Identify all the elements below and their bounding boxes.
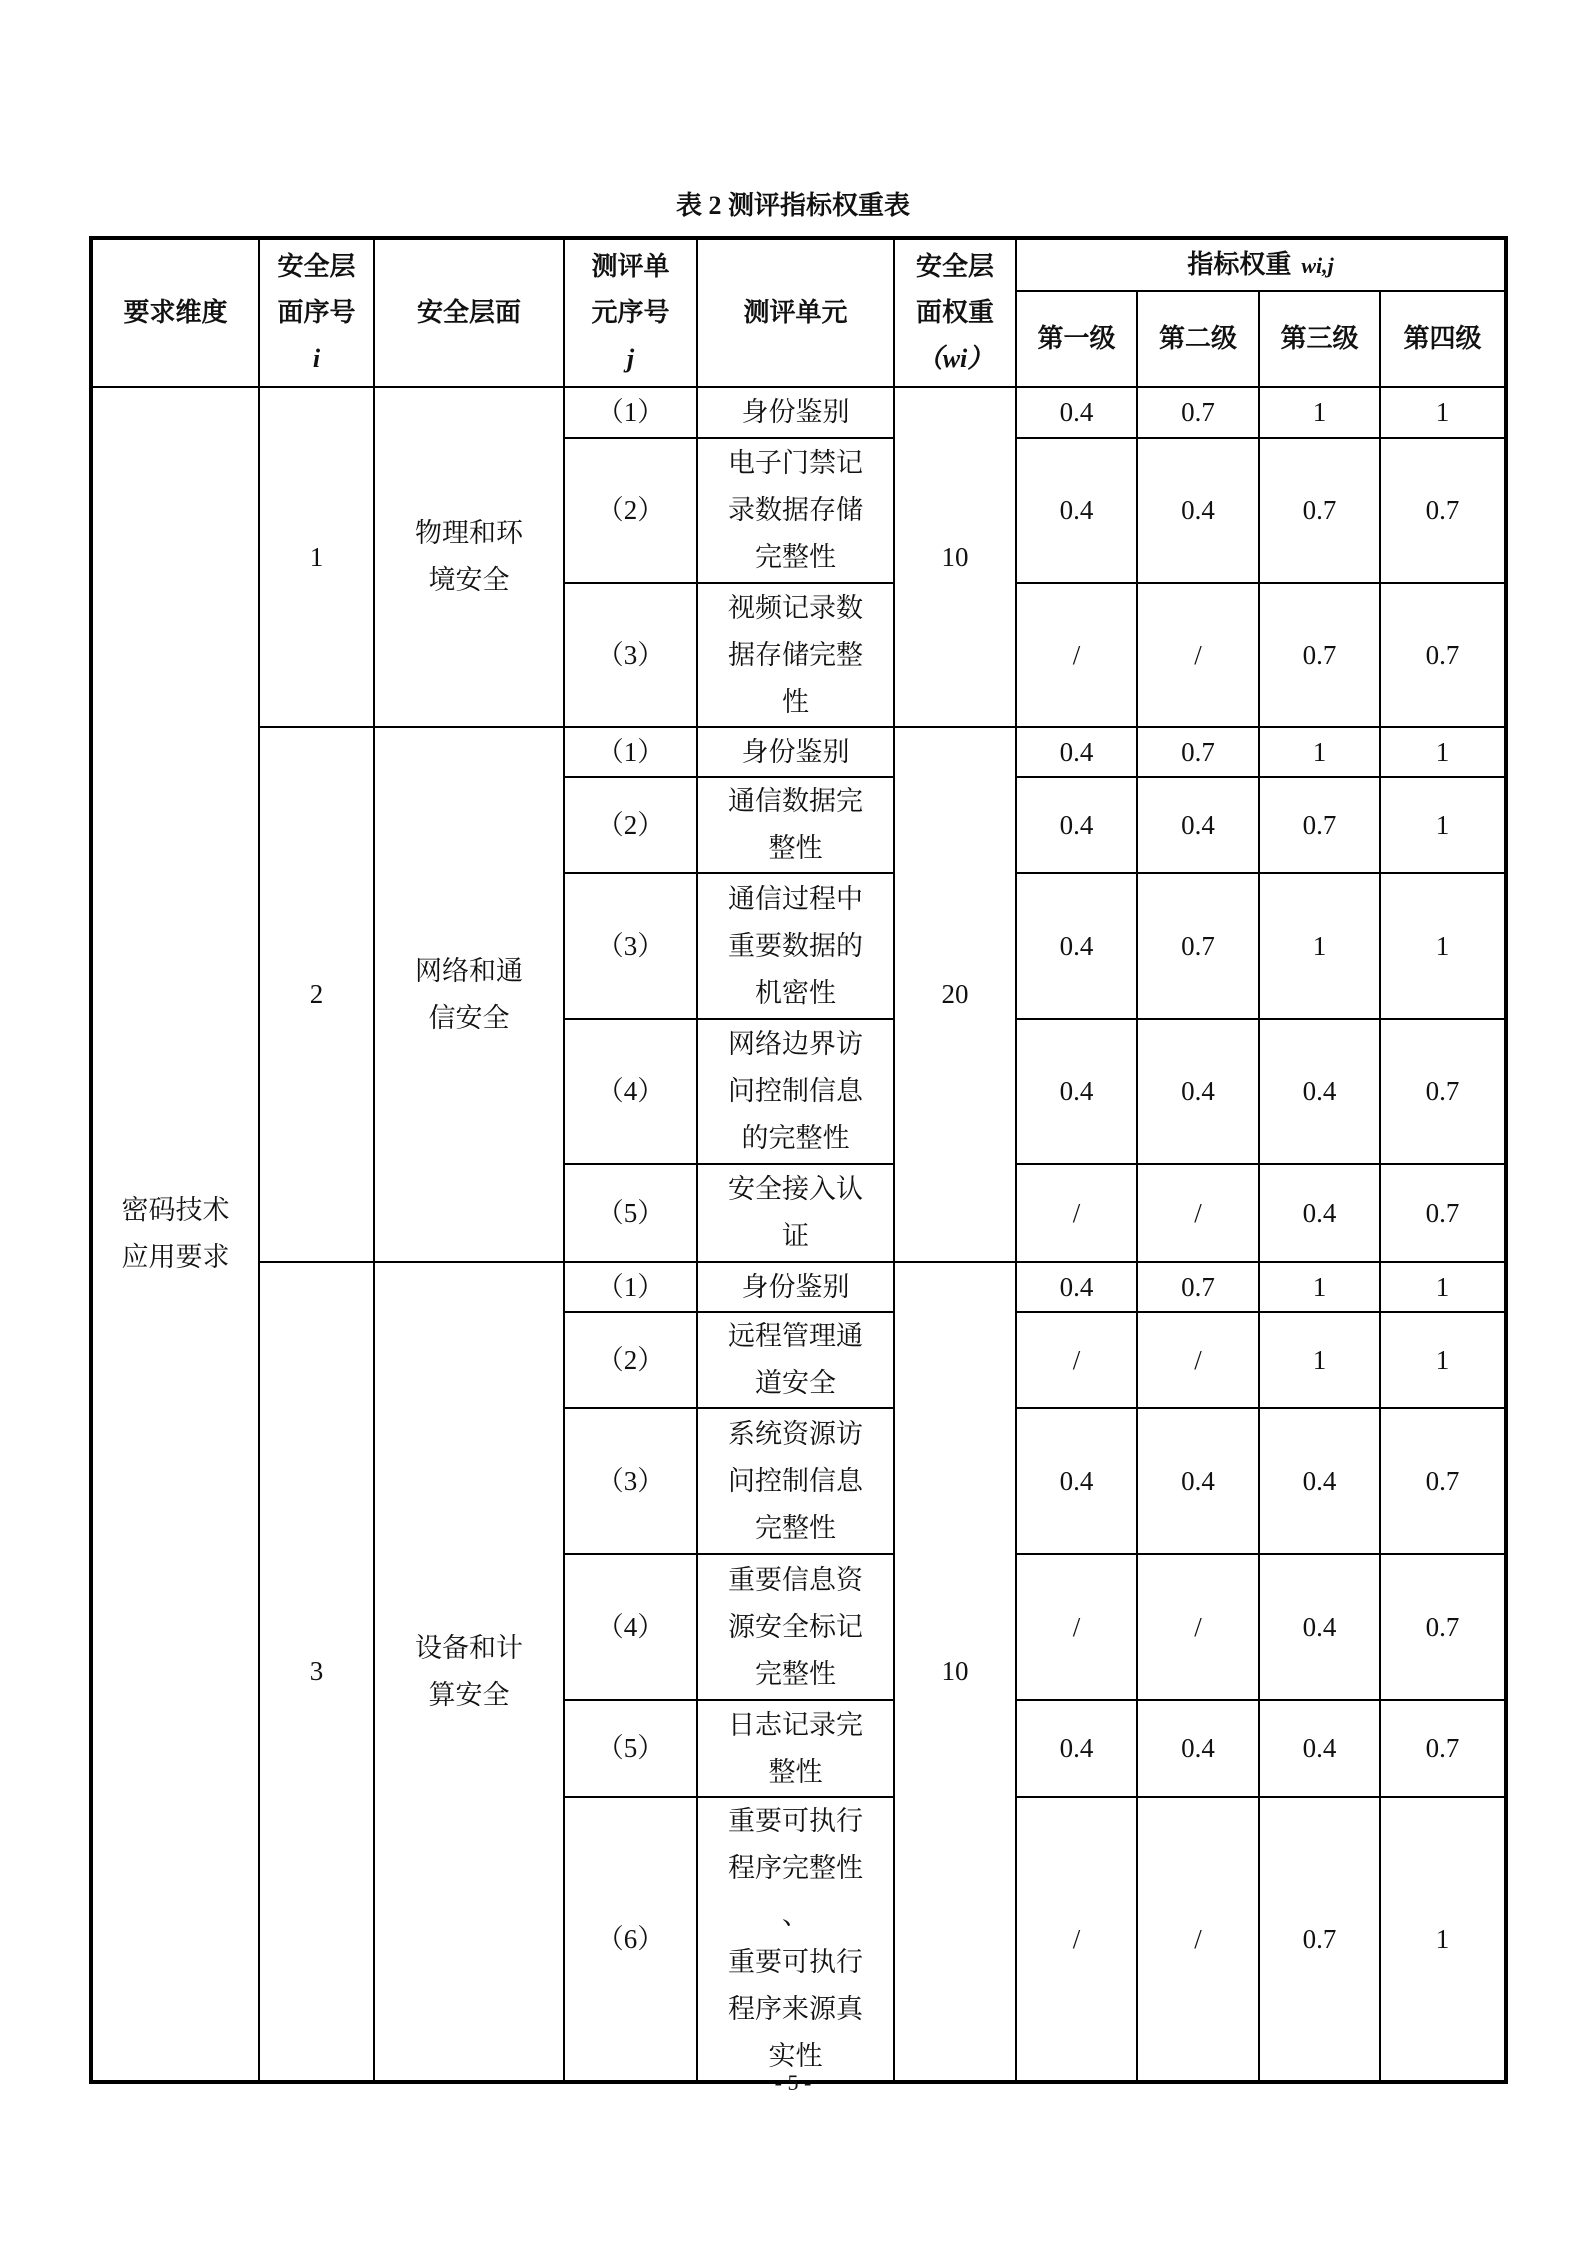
dimension-cell [91, 387, 259, 2082]
weight-level-3-cell-text: 0.7 [1302, 639, 1337, 670]
weight-level-1-cell [1016, 873, 1137, 1019]
unit-no-cell [564, 1019, 697, 1164]
weight-level-4-cell-text: 1 [1435, 1344, 1450, 1375]
header-dimension: 要求维度 [91, 238, 259, 387]
unit-no-cell-text: （1） [596, 1271, 665, 1302]
unit-no-cell [564, 1262, 697, 1312]
weight-level-4-cell [1380, 1312, 1506, 1408]
weight-level-1-cell-text: 0.4 [1059, 397, 1094, 427]
unit-name-cell-text: 重要可执行 程序完整性、 重要可执行 程序来源真 实性 [728, 1806, 863, 2071]
dimension-cell-text: 密码技术应用要求 [121, 1195, 230, 1272]
unit-no-cell [564, 1797, 697, 2082]
weight-level-1-cell [1016, 387, 1137, 438]
weight-level-2-cell-text: 0.4 [1181, 1076, 1215, 1106]
weight-level-1-cell-text: 0.4 [1059, 1076, 1094, 1106]
unit-name-cell [697, 438, 894, 583]
weight-level-1-cell-text: 0.4 [1059, 809, 1094, 840]
header-layer-weight [894, 238, 1016, 387]
weight-level-2-cell [1137, 1797, 1259, 2082]
unit-no-cell [564, 873, 697, 1019]
weight-level-2-cell [1137, 873, 1259, 1019]
weight-level-1-cell-text: 0.4 [1059, 495, 1094, 525]
header-layer-no-var: i [312, 344, 321, 373]
weight-level-2-cell-text: 0.7 [1181, 1271, 1215, 1302]
weight-level-2-cell [1137, 1262, 1259, 1312]
weight-level-2-cell [1137, 1164, 1259, 1262]
layer-weight-cell-text: 20 [941, 979, 969, 1009]
page-number: - 5 - [774, 2070, 812, 2095]
weight-level-4-cell [1380, 1554, 1506, 1700]
weight-level-3-cell-text: 0.4 [1302, 1076, 1337, 1106]
weight-level-4-cell-text: 1 [1435, 1271, 1450, 1302]
weight-level-4-cell-text: 0.7 [1425, 1076, 1460, 1106]
unit-name-cell [697, 1554, 894, 1700]
header-unit-no-var: j [626, 344, 635, 373]
weight-level-1-cell [1016, 583, 1137, 727]
weight-level-3-cell [1259, 1797, 1380, 2082]
weight-level-4-cell [1380, 438, 1506, 583]
header-level-2: 第二级 [1137, 291, 1259, 387]
unit-name-cell-text: 网络边界访问控制信息的完整性 [728, 1029, 863, 1153]
header-index-weight-label: 指标权重 [1187, 249, 1292, 279]
unit-name-cell [697, 1700, 894, 1797]
weight-level-1-cell-text: 0.4 [1059, 930, 1094, 961]
weight-level-2-cell-text: / [1194, 1197, 1202, 1228]
weight-level-3-cell-text: 0.7 [1302, 809, 1337, 840]
unit-name-cell-text: 身份鉴别 [741, 736, 850, 767]
weight-level-1-cell-text: / [1072, 1611, 1081, 1642]
layer-no-cell-text: 3 [309, 1656, 324, 1686]
weight-level-2-cell-text: 0.7 [1181, 397, 1215, 427]
layer-no-cell [259, 1262, 374, 2082]
weight-level-2-cell [1137, 727, 1259, 777]
weight-level-4-cell-text: 0.7 [1425, 1611, 1460, 1642]
weight-level-3-cell-text: 0.7 [1302, 495, 1337, 525]
weight-level-4-cell-text: 1 [1435, 397, 1450, 427]
weight-level-4-cell-text: 1 [1435, 809, 1450, 840]
weight-level-3-cell [1259, 1700, 1380, 1797]
unit-name-cell [697, 1408, 894, 1554]
header-unit-no [564, 238, 697, 387]
unit-name-cell [697, 873, 894, 1019]
weight-level-3-cell [1259, 1164, 1380, 1262]
weight-level-4-cell [1380, 387, 1506, 438]
weight-level-2-cell-text: 0.7 [1181, 736, 1215, 767]
header-level-4: 第四级 [1380, 291, 1506, 387]
weight-level-3-cell-text: 0.4 [1302, 1733, 1337, 1763]
unit-no-cell-text: （4） [596, 1076, 665, 1106]
header-layer-weight-var: （wi） [916, 344, 994, 373]
weight-level-3-cell [1259, 1019, 1380, 1164]
unit-name-cell [697, 1262, 894, 1312]
weight-level-3-cell-text: 1 [1312, 930, 1327, 961]
header-unit-no-label: 测评单元序号 [591, 252, 670, 327]
weight-level-4-cell-text: 0.7 [1425, 1733, 1460, 1763]
weight-level-1-cell [1016, 1408, 1137, 1554]
weight-level-2-cell [1137, 777, 1259, 873]
header-level-1: 第一级 [1016, 291, 1137, 387]
unit-name-cell-text: 电子门禁记录数据存储完整性 [728, 448, 863, 572]
layer-weight-cell-text: 10 [941, 1656, 969, 1686]
weight-level-1-cell-text: / [1072, 1197, 1081, 1228]
unit-no-cell [564, 1408, 697, 1554]
weight-level-3-cell [1259, 777, 1380, 873]
unit-name-cell-text: 日志记录完整性 [728, 1709, 863, 1787]
unit-no-cell-text: （1） [596, 397, 665, 427]
layer-weight-cell-text: 10 [941, 541, 969, 572]
weight-level-2-cell-text: / [1194, 1923, 1202, 1954]
weight-level-1-cell [1016, 1700, 1137, 1797]
weight-level-1-cell [1016, 777, 1137, 873]
unit-no-cell-text: （5） [596, 1733, 665, 1763]
weight-level-4-cell [1380, 1700, 1506, 1797]
header-layer: 安全层面 [374, 238, 564, 387]
unit-name-cell [697, 387, 894, 438]
table-row [91, 387, 1506, 438]
unit-name-cell-text: 安全接入认证 [728, 1174, 863, 1251]
weight-level-4-cell-text: 1 [1435, 1923, 1450, 1954]
weight-level-1-cell [1016, 727, 1137, 777]
unit-no-cell-text: （5） [596, 1197, 665, 1228]
weight-level-3-cell-text: 1 [1312, 1344, 1327, 1375]
unit-no-cell-text: （6） [596, 1923, 665, 1954]
weight-level-1-cell-text: 0.4 [1059, 1733, 1094, 1763]
weight-level-3-cell [1259, 1408, 1380, 1554]
unit-name-cell [697, 1797, 894, 2082]
layer-no-cell-text: 1 [309, 541, 324, 572]
unit-name-cell-text: 通信数据完整性 [728, 786, 863, 863]
weight-level-3-cell-text: 0.4 [1302, 1465, 1337, 1496]
weight-level-4-cell [1380, 583, 1506, 727]
unit-name-cell-text: 重要信息资源安全标记完整性 [728, 1564, 863, 1689]
weight-level-4-cell-text: 1 [1435, 930, 1450, 961]
layer-no-cell [259, 387, 374, 727]
unit-no-cell-text: （1） [596, 736, 665, 767]
header-layer-no [259, 238, 374, 387]
weight-level-1-cell-text: 0.4 [1059, 1465, 1094, 1496]
weight-level-1-cell [1016, 1312, 1137, 1408]
weight-level-2-cell [1137, 1554, 1259, 1700]
weight-level-3-cell [1259, 387, 1380, 438]
unit-name-cell-text: 视频记录数据存储完整性 [728, 592, 863, 717]
weight-level-1-cell-text: 0.4 [1059, 1271, 1094, 1302]
layer-cell [374, 387, 564, 727]
weight-level-2-cell-text: 0.7 [1181, 930, 1215, 961]
unit-no-cell-text: （3） [596, 1465, 665, 1496]
layer-no-cell [259, 727, 374, 1262]
weight-level-1-cell [1016, 1019, 1137, 1164]
unit-name-cell-text: 通信过程中重要数据的机密性 [728, 883, 863, 1008]
weight-level-3-cell-text: 1 [1312, 397, 1327, 427]
weight-level-3-cell [1259, 727, 1380, 777]
header-index-weight [1016, 238, 1506, 291]
unit-no-cell-text: （2） [596, 495, 665, 525]
unit-name-cell [697, 727, 894, 777]
weight-level-2-cell [1137, 1700, 1259, 1797]
weight-level-1-cell-text: / [1072, 1344, 1081, 1375]
unit-no-cell-text: （4） [596, 1611, 665, 1642]
weight-level-2-cell [1137, 583, 1259, 727]
weight-level-2-cell [1137, 1019, 1259, 1164]
weight-level-2-cell-text: 0.4 [1181, 495, 1215, 525]
weight-level-2-cell [1137, 438, 1259, 583]
unit-no-cell [564, 583, 697, 727]
weight-level-4-cell-text: 0.7 [1425, 1465, 1460, 1496]
weight-level-1-cell [1016, 1797, 1137, 2082]
unit-no-cell-text: （2） [596, 1344, 665, 1375]
table-row [91, 1262, 1506, 1312]
unit-name-cell-text: 身份鉴别 [741, 1271, 850, 1302]
layer-cell-text: 设备和计算安全 [415, 1632, 523, 1710]
unit-no-cell [564, 438, 697, 583]
header-level-3: 第三级 [1259, 291, 1380, 387]
weight-level-4-cell [1380, 1408, 1506, 1554]
unit-no-cell [564, 777, 697, 873]
layer-weight-cell [894, 1262, 1016, 2082]
unit-no-cell [564, 1554, 697, 1700]
header-unit: 测评单元 [697, 238, 894, 387]
unit-name-cell [697, 583, 894, 727]
table-body [91, 387, 1506, 2082]
layer-weight-cell [894, 727, 1016, 1262]
layer-no-cell-text: 2 [309, 979, 324, 1009]
unit-name-cell-text: 身份鉴别 [741, 397, 850, 427]
weight-level-3-cell-text: 0.7 [1302, 1923, 1337, 1954]
weight-level-1-cell [1016, 438, 1137, 583]
weight-level-2-cell-text: 0.4 [1181, 809, 1215, 840]
layer-cell [374, 727, 564, 1262]
unit-no-cell-text: （3） [596, 930, 665, 961]
weight-level-4-cell [1380, 777, 1506, 873]
layer-cell-text: 网络和通信安全 [415, 955, 523, 1033]
weight-level-4-cell [1380, 1164, 1506, 1262]
weight-level-3-cell [1259, 1312, 1380, 1408]
weight-level-4-cell-text: 0.7 [1425, 639, 1460, 670]
weight-level-1-cell-text: / [1072, 639, 1081, 670]
weight-level-1-cell [1016, 1262, 1137, 1312]
header-index-weight-var: wi,j [1301, 252, 1334, 278]
weight-level-1-cell [1016, 1554, 1137, 1700]
weight-level-3-cell [1259, 873, 1380, 1019]
unit-no-cell [564, 1312, 697, 1408]
unit-name-cell [697, 777, 894, 873]
unit-name-cell-text: 系统资源访问控制信息完整性 [728, 1418, 863, 1543]
weight-level-4-cell [1380, 873, 1506, 1019]
layer-weight-cell [894, 387, 1016, 727]
weight-level-3-cell [1259, 583, 1380, 727]
weight-level-3-cell-text: 0.4 [1302, 1611, 1337, 1642]
layer-cell [374, 1262, 564, 2082]
weight-table [89, 236, 1508, 2084]
weight-level-3-cell-text: 0.4 [1302, 1197, 1337, 1228]
weight-level-3-cell-text: 1 [1312, 1271, 1327, 1302]
unit-no-cell [564, 727, 697, 777]
table-row [91, 727, 1506, 777]
weight-level-4-cell-text: 0.7 [1425, 495, 1460, 525]
weight-level-2-cell-text: / [1194, 639, 1202, 670]
unit-name-cell [697, 1312, 894, 1408]
weight-level-2-cell-text: 0.4 [1181, 1733, 1215, 1763]
weight-level-2-cell [1137, 387, 1259, 438]
header-layer-no-label: 安全层面序号 [277, 252, 356, 327]
weight-level-2-cell-text: 0.4 [1181, 1465, 1215, 1496]
unit-no-cell-text: （2） [596, 809, 665, 840]
unit-name-cell [697, 1019, 894, 1164]
weight-level-1-cell [1016, 1164, 1137, 1262]
weight-level-1-cell-text: / [1072, 1923, 1081, 1954]
weight-level-1-cell-text: 0.4 [1059, 736, 1094, 767]
weight-level-4-cell [1380, 1262, 1506, 1312]
weight-level-3-cell [1259, 438, 1380, 583]
weight-level-4-cell-text: 0.7 [1425, 1197, 1460, 1228]
unit-no-cell [564, 1700, 697, 1797]
weight-level-2-cell-text: / [1194, 1344, 1202, 1375]
weight-level-4-cell [1380, 727, 1506, 777]
unit-no-cell [564, 387, 697, 438]
weight-level-3-cell [1259, 1554, 1380, 1700]
weight-level-2-cell [1137, 1408, 1259, 1554]
layer-cell-text: 物理和环境安全 [415, 518, 523, 595]
header-layer-weight-label: 安全层面权重 [915, 252, 994, 327]
weight-level-2-cell [1137, 1312, 1259, 1408]
weight-level-3-cell [1259, 1262, 1380, 1312]
table-title: 表 2 测评指标权重表 [675, 191, 910, 220]
unit-no-cell-text: （3） [596, 639, 665, 670]
unit-name-cell-text: 远程管理通道安全 [728, 1321, 863, 1398]
weight-level-4-cell-text: 1 [1435, 736, 1450, 767]
unit-no-cell [564, 1164, 697, 1262]
unit-name-cell [697, 1164, 894, 1262]
weight-level-4-cell [1380, 1797, 1506, 2082]
weight-level-4-cell [1380, 1019, 1506, 1164]
weight-level-2-cell-text: / [1194, 1611, 1202, 1642]
weight-level-3-cell-text: 1 [1312, 736, 1327, 767]
